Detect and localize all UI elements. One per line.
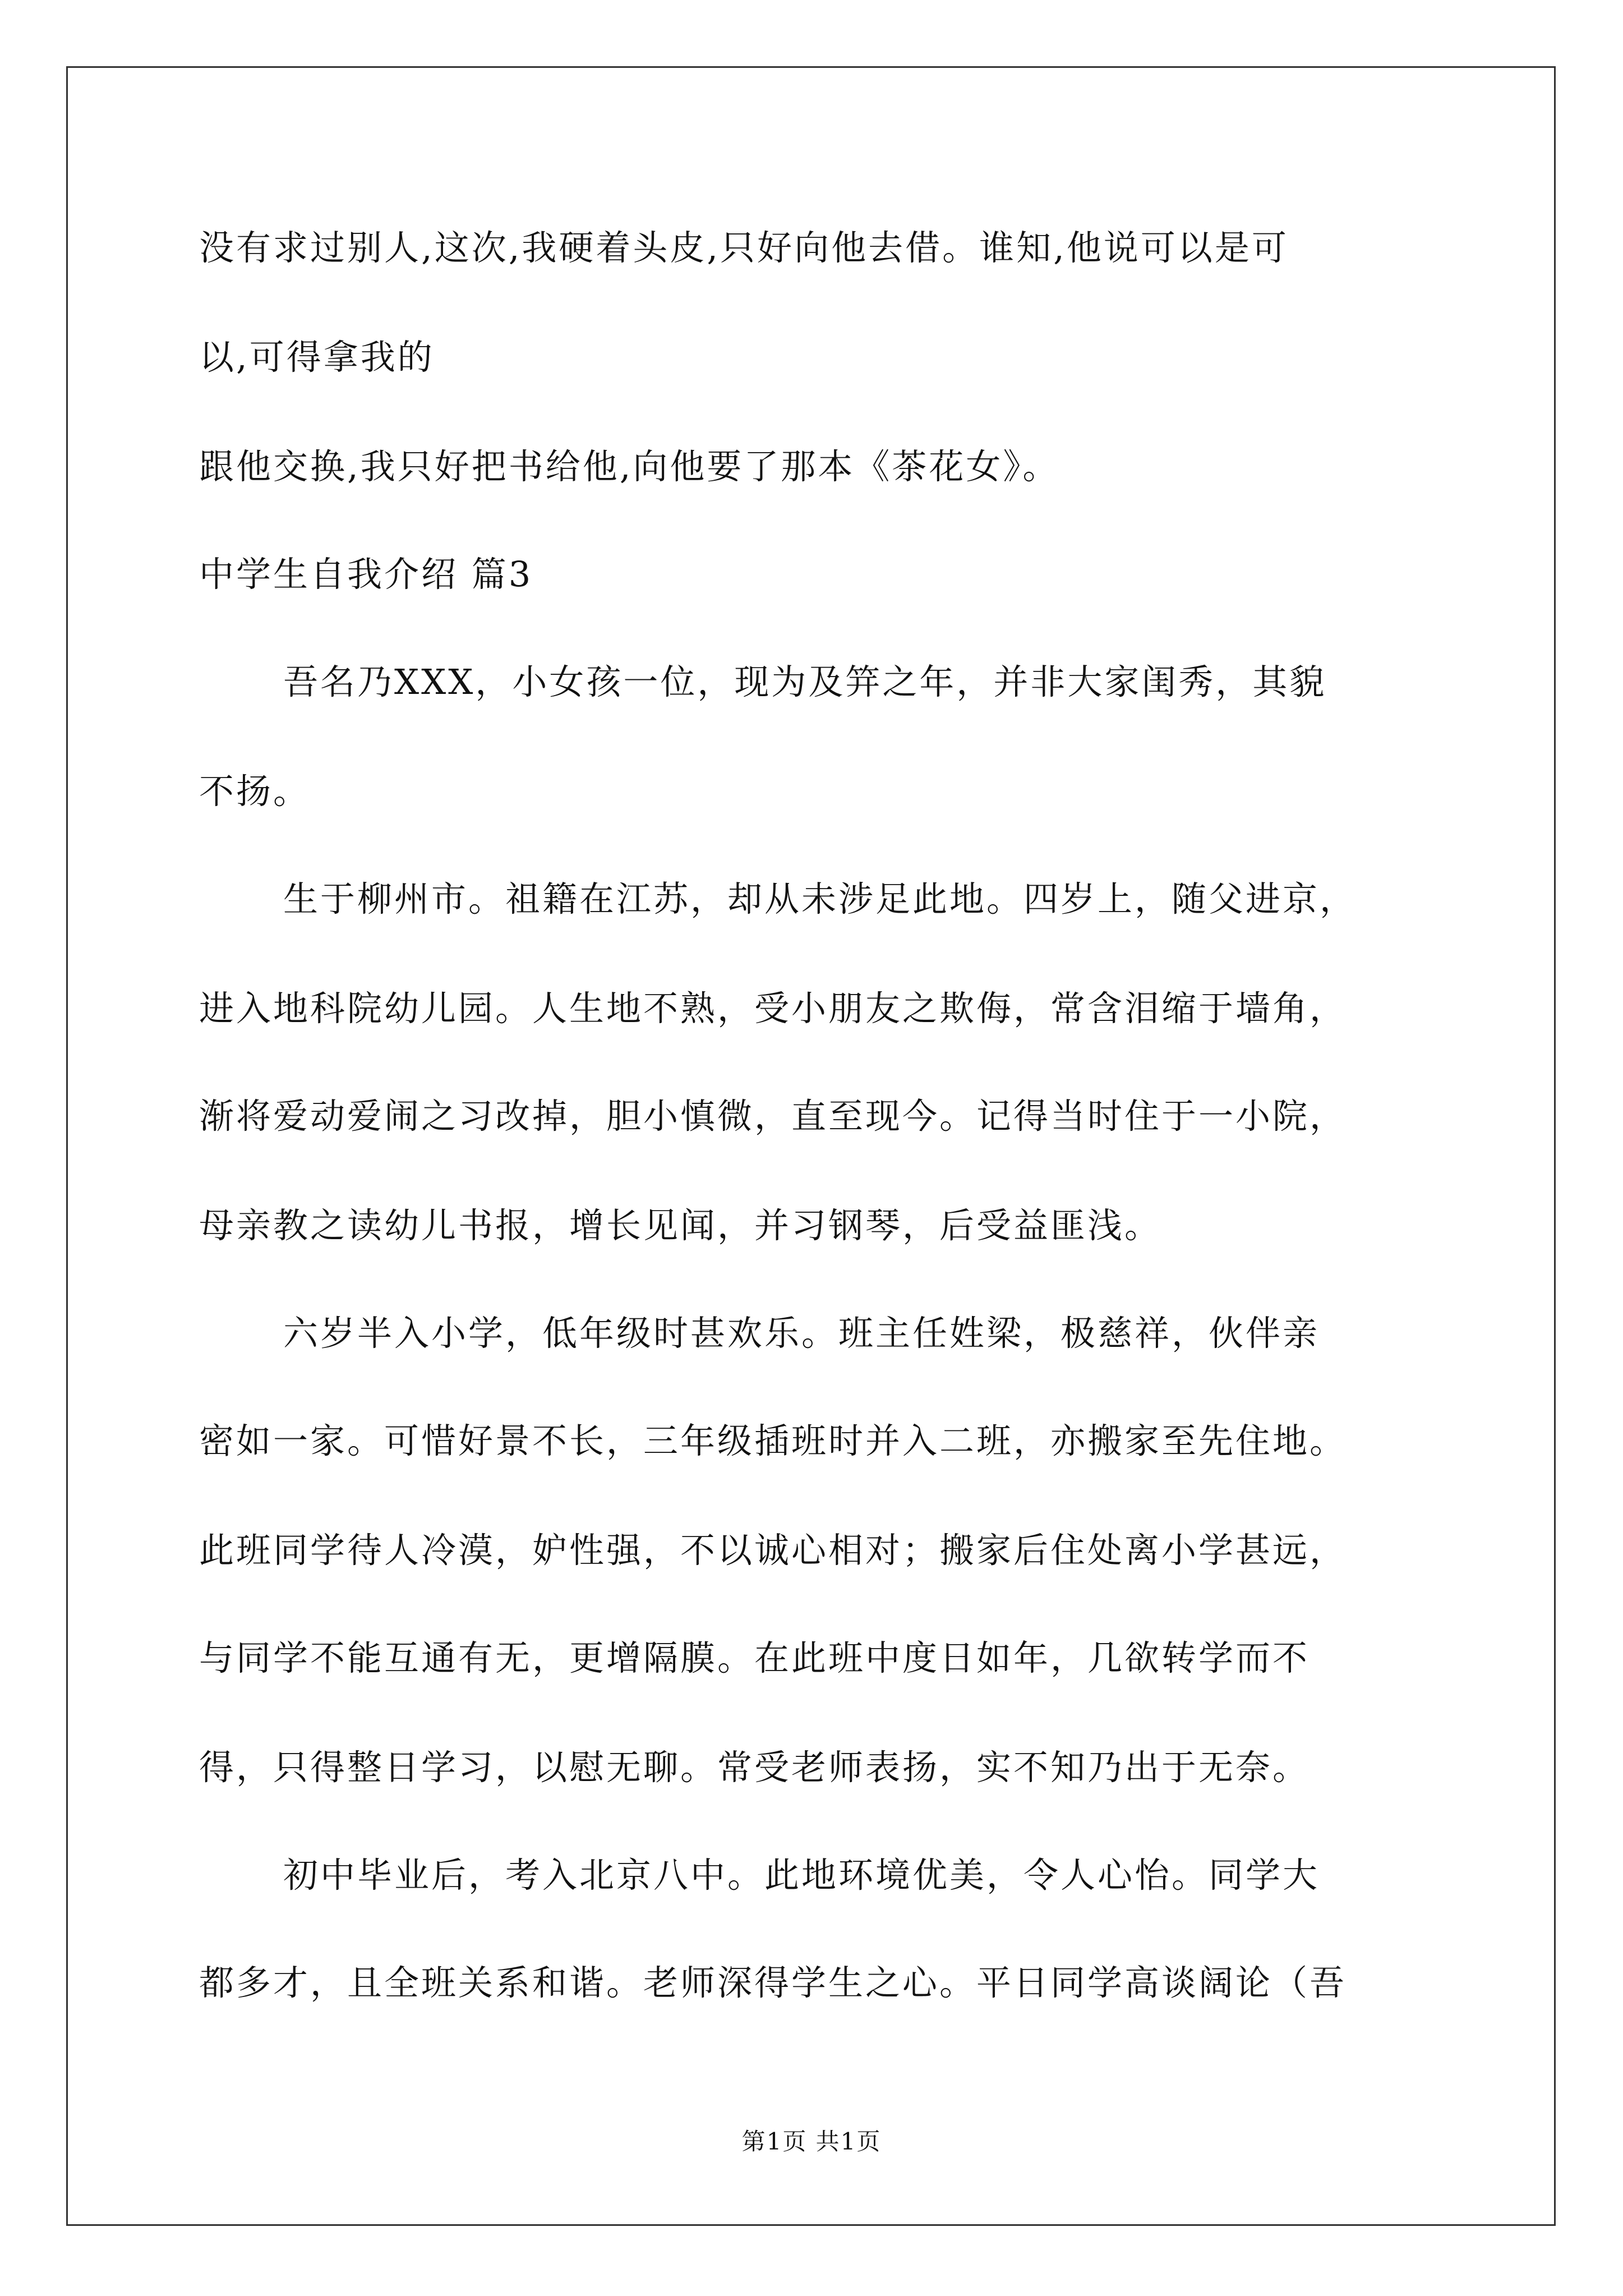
text-line: 以,可得拿我的 <box>199 337 435 378</box>
text-line: 不扬。 <box>199 771 311 812</box>
page-number-footer: 第1页 共1页 <box>741 2128 882 2155</box>
text-line: 渐将爱动爱闹之习改掉，胆小慎微，直至现今。记得当时住于一小院， <box>199 1096 1347 1137</box>
text-line: 得，只得整日学习，以慰无聊。常受老师表扬，实不知乃出于无奈。 <box>199 1747 1310 1788</box>
text-line: 密如一家。可惜好景不长，三年级插班时并入二班，亦搬家至先住地。 <box>199 1420 1347 1461</box>
page-frame <box>66 66 1556 2226</box>
text-line: 跟他交换,我只好把书给他,向他要了那本《茶花女》。 <box>199 446 1060 487</box>
section-heading: 中学生自我介绍 篇3 <box>199 554 533 595</box>
text-line: 母亲教之读幼儿书报，增长见闻，并习钢琴，后受益匪浅。 <box>199 1205 1162 1246</box>
paragraph-first-line: 生于柳州市。祖籍在江苏，却从未涉足此地。四岁上，随父进京， <box>283 878 1357 919</box>
text-line: 没有求过别人,这次,我硬着头皮,只好向他去借。谁知,他说可以是可 <box>199 227 1289 268</box>
paragraph-first-line: 六岁半入小学，低年级时甚欢乐。班主任姓梁，极慈祥，伙伴亲 <box>283 1313 1320 1354</box>
paragraph-first-line: 吾名乃XXX，小女孩一位，现为及笄之年，并非大家闺秀，其貌 <box>283 661 1327 702</box>
text-line: 此班同学待人冷漠，妒性强，不以诚心相对；搬家后住处离小学甚远， <box>199 1530 1347 1571</box>
paragraph-first-line: 初中毕业后，考入北京八中。此地环境优美，令人心怡。同学大 <box>283 1855 1320 1895</box>
text-line: 进入地科院幼儿园。人生地不熟，受小朋友之欺侮，常含泪缩于墙角， <box>199 988 1347 1029</box>
text-line: 与同学不能互通有无，更增隔膜。在此班中度日如年，几欲转学而不 <box>199 1637 1310 1678</box>
text-line: 都多才，且全班关系和谐。老师深得学生之心。平日同学高谈阔论（吾 <box>199 1962 1347 2003</box>
